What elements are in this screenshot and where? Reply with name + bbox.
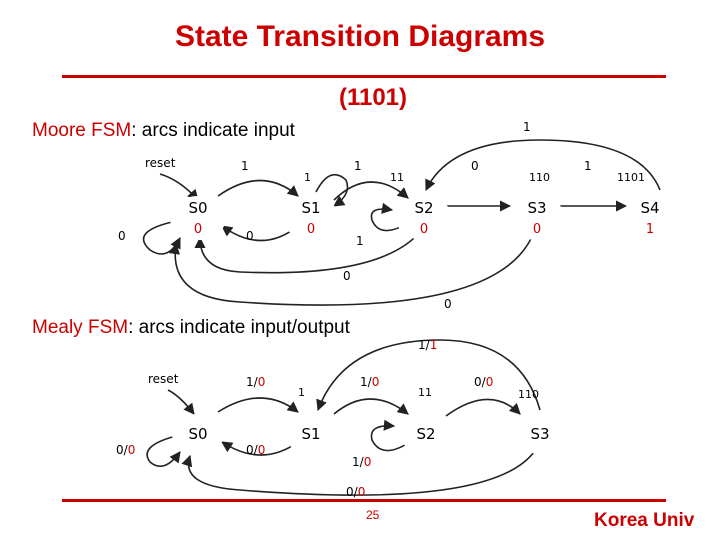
moore-seq-s2: 11 [390, 171, 404, 184]
mealy-reset-label: reset [148, 372, 179, 386]
mealy-label-s3-s0-in: 0/ [346, 485, 358, 499]
moore-label-s1-s0: 0 [246, 229, 254, 243]
moore-diagram [118, 120, 678, 311]
mealy-label-s2-s3 [474, 375, 493, 389]
mealy-label-s1-s2-out: 0 [371, 375, 380, 389]
mealy-state-s0 [172, 414, 224, 454]
mealy-label-s1-s2-in: 1/ [360, 375, 372, 389]
moore-state-s1-name: S1 [301, 199, 321, 217]
mealy-seq-s1: 1 [298, 386, 305, 399]
mealy-arc-s0-s1 [218, 398, 298, 412]
mealy-label-s0-s1-in: 1/ [246, 375, 258, 389]
mealy-label-s3-s1 [418, 338, 437, 352]
mealy-label-s0-s1-out: 0 [257, 375, 266, 389]
moore-reset-label: reset [145, 156, 176, 170]
mealy-label-s3-s1-out: 1 [429, 338, 438, 352]
moore-reset-arrow [160, 174, 198, 200]
moore-state-s1-output: 0 [306, 222, 316, 237]
mealy-label-s3-s1-in: 1/ [418, 338, 430, 352]
moore-label-s3-s4: 1 [584, 159, 592, 173]
mealy-label-s1-s0-out: 0 [257, 443, 266, 457]
mealy-arc-s1-s2 [334, 399, 408, 414]
moore-label-s2-s0: 0 [343, 269, 351, 283]
moore-state-s4 [622, 196, 678, 240]
moore-state-s2-name: S2 [414, 199, 434, 217]
footer-rule [62, 499, 666, 502]
mealy-state-s1-name: S1 [301, 425, 321, 443]
footer-logo-text: Korea Univ [594, 510, 695, 531]
moore-label-s2-s3: 0 [471, 159, 479, 173]
moore-state-s1 [283, 196, 339, 240]
mealy-heading-bold: Mealy FSM [32, 317, 129, 338]
moore-state-s0 [170, 196, 226, 240]
mealy-label-s2-self-out: 0 [363, 455, 372, 469]
moore-heading-bold: Moore FSM [32, 120, 132, 141]
page-subtitle: (1101) [338, 84, 408, 111]
moore-label-s4-s2: 1 [523, 120, 531, 134]
mealy-label-s3-s0-out: 0 [357, 485, 366, 499]
moore-arc-s3-s0 [175, 232, 534, 305]
mealy-seq-s2: 11 [418, 386, 432, 399]
moore-state-s2 [396, 196, 452, 240]
page-title: State Transition Diagrams [174, 20, 546, 53]
mealy-heading-rest: : arcs indicate input/output [128, 317, 350, 338]
page-number: 25 [366, 508, 380, 522]
mealy-label-s2-self [352, 455, 371, 469]
moore-state-s3-output: 0 [532, 222, 542, 237]
mealy-label-s1-s0-in: 0/ [246, 443, 258, 457]
mealy-label-s3-s0 [346, 485, 365, 499]
mealy-label-s0-self-in: 0/ [116, 443, 128, 457]
mealy-state-s0-name: S0 [188, 425, 208, 443]
moore-state-s2-output: 0 [419, 222, 429, 237]
moore-arc-s0-s1 [218, 181, 298, 197]
moore-label-s3-s0: 0 [444, 297, 452, 311]
moore-state-s4-output: 1 [645, 222, 655, 237]
moore-arc-s1-s2 [334, 182, 408, 200]
moore-seq-s3: 110 [529, 171, 550, 184]
mealy-diagram [116, 338, 566, 499]
mealy-state-s2 [400, 414, 452, 454]
mealy-seq-s3: 110 [518, 388, 539, 401]
mealy-state-s3 [514, 414, 566, 454]
mealy-reset-arrow [168, 390, 194, 414]
moore-state-s4-name: S4 [640, 199, 660, 217]
mealy-label-s0-s1 [246, 375, 265, 389]
moore-state-s3 [509, 196, 565, 240]
moore-label-s1-s2: 1 [304, 171, 311, 184]
mealy-label-s1-s2 [360, 375, 379, 389]
mealy-arc-s2-s3 [446, 399, 520, 416]
moore-heading-rest: : arcs indicate input [131, 120, 295, 141]
mealy-label-s0-self-out: 0 [127, 443, 136, 457]
mealy-label-s0-self [116, 443, 135, 457]
mealy-state-s3-name: S3 [530, 425, 550, 443]
moore-seq-s4: 1101 [617, 171, 645, 184]
moore-label-s0-s1: 1 [241, 159, 249, 173]
mealy-state-s1 [285, 414, 337, 454]
moore-label-s2-self: 1 [356, 234, 364, 248]
moore-state-s3-name: S3 [527, 199, 547, 217]
moore-state-s0-name: S0 [188, 199, 208, 217]
mealy-label-s1-s0 [246, 443, 265, 457]
mealy-label-s2-s3-out: 0 [485, 375, 494, 389]
mealy-label-s2-self-in: 1/ [352, 455, 364, 469]
mealy-state-s2-name: S2 [416, 425, 436, 443]
mealy-label-s2-s3-in: 0/ [474, 375, 486, 389]
moore-state-s0-output: 0 [193, 222, 203, 237]
moore-label-s1-self: 1 [354, 159, 362, 173]
moore-label-s0-self: 0 [118, 229, 126, 243]
